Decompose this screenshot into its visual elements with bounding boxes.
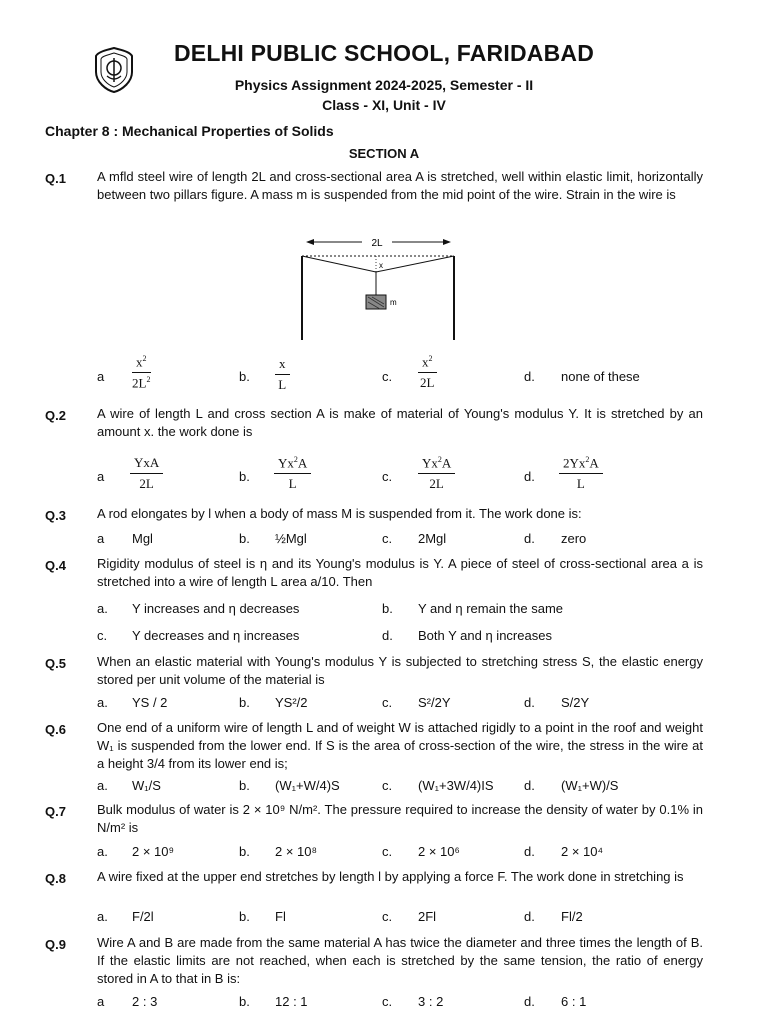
option-text: Both Y and η increases bbox=[418, 628, 552, 643]
option-letter: a bbox=[97, 531, 105, 546]
question-number: Q.4 bbox=[45, 558, 66, 573]
question-text: Wire A and B are made from the same material A has twice the diameter and three times the length of B. If the elastic limits are not reached, when each is stretched by the same tension, the ratio of energy stored in A to that in B is: bbox=[97, 935, 703, 986]
option-letter: c. bbox=[382, 778, 393, 793]
option-text: ½Mgl bbox=[275, 531, 307, 546]
school-name: DELHI PUBLIC SCHOOL, FARIDABAD bbox=[174, 40, 594, 66]
option-a-fraction: $\frac{x^2}{2L^2}$ bbox=[132, 354, 151, 391]
question-text: A wire of length L and cross section A is make of material of Young's modulus Y. It is stretched by an amount x. the work done is bbox=[97, 406, 703, 439]
question-text: One end of a uniform wire of length L and of weight W is attached rigidly to a point in the roof and weight W₁ is suspended from the lower end. If S is the area of cross-section of the wire, the stress in the wire at a height 3/4 from its lower end is; bbox=[97, 720, 703, 771]
option-d-fraction: $\frac{2Yx^2A}{L}$ bbox=[559, 455, 603, 492]
option-letter: c. bbox=[382, 844, 393, 859]
option-letter: a. bbox=[97, 601, 108, 616]
wire-pillars-figure bbox=[296, 232, 466, 344]
option-b-fraction: $\frac{x}{L}$ bbox=[275, 356, 290, 393]
assignment-title: Physics Assignment 2024-2025, Semester - II bbox=[234, 77, 534, 93]
option-letter: b. bbox=[239, 994, 250, 1009]
option-letter: c. bbox=[382, 909, 393, 924]
option-b-fraction: $\frac{Yx^2A}{L}$ bbox=[274, 455, 311, 492]
option-letter: a bbox=[97, 369, 105, 384]
mass-label: m bbox=[390, 298, 397, 307]
option-letter: c. bbox=[382, 369, 393, 384]
option-letter: c. bbox=[382, 531, 393, 546]
question-text: Rigidity modulus of steel is η and its Young's modulus is Y. A piece of steel of cross-sectional area a is stretched into a wire of length L area a/10. Then bbox=[97, 556, 703, 589]
option-text: 2 × 10⁸ bbox=[275, 844, 317, 859]
option-text: zero bbox=[561, 531, 587, 546]
option-letter: b. bbox=[239, 469, 250, 484]
option-letter: c. bbox=[382, 695, 393, 710]
option-letter: d. bbox=[524, 695, 535, 710]
option-text: (W₁+W/4)S bbox=[275, 778, 340, 793]
option-text: YS / 2 bbox=[132, 695, 168, 710]
question-text: When an elastic material with Young's modulus Y is subjected to stretching stress S, the elastic energy stored per unit volume of the material is bbox=[97, 654, 703, 687]
option-text: 2Fl bbox=[418, 909, 437, 924]
option-text: 6 : 1 bbox=[561, 994, 587, 1009]
option-letter: d. bbox=[524, 994, 535, 1009]
question-text: A wire fixed at the upper end stretches by length l by applying a force F. The work done in stretching is bbox=[97, 869, 684, 884]
option-letter: d. bbox=[524, 778, 535, 793]
option-letter: c. bbox=[97, 628, 108, 643]
option-letter: a. bbox=[97, 909, 108, 924]
option-text: 2 × 10⁴ bbox=[561, 844, 604, 859]
option-letter: b. bbox=[239, 909, 250, 924]
option-text: Mgl bbox=[132, 531, 153, 546]
option-c-fraction: $\frac{x^2}{2L}$ bbox=[418, 354, 437, 391]
option-text: S/2Y bbox=[561, 695, 590, 710]
section-heading: SECTION A bbox=[348, 146, 420, 161]
option-letter: d. bbox=[524, 369, 535, 384]
class-unit: Class - XI, Unit - IV bbox=[322, 97, 446, 113]
option-letter: a. bbox=[97, 844, 108, 859]
option-letter: d. bbox=[382, 628, 393, 643]
option-text: F/2l bbox=[132, 909, 154, 924]
option-letter: b. bbox=[239, 778, 250, 793]
option-text: 12 : 1 bbox=[275, 994, 308, 1009]
option-text: Fl bbox=[275, 909, 286, 924]
option-text: Y and η remain the same bbox=[418, 601, 564, 616]
option-text: S²/2Y bbox=[418, 695, 451, 710]
option-text: (W₁+3W/4)IS bbox=[418, 778, 494, 793]
option-a-fraction: YxA 2L bbox=[130, 455, 163, 492]
option-text: 2 × 10⁹ bbox=[132, 844, 175, 859]
question-text: A rod elongates by l when a body of mass M is suspended from it. The work done is: bbox=[97, 506, 582, 521]
question-number: Q.7 bbox=[45, 804, 66, 819]
length-label: 2L bbox=[371, 238, 383, 249]
option-letter: a. bbox=[97, 778, 108, 793]
option-letter: b. bbox=[382, 601, 393, 616]
option-text: 2Mgl bbox=[418, 531, 447, 546]
option-text: 2 × 10⁶ bbox=[418, 844, 460, 859]
option-letter: d. bbox=[524, 531, 535, 546]
option-letter: a. bbox=[97, 695, 108, 710]
chapter-title: Chapter 8 : Mechanical Properties of Solids bbox=[45, 123, 334, 139]
option-letter: d. bbox=[524, 844, 535, 859]
question-number: Q.1 bbox=[45, 171, 66, 186]
option-letter: b. bbox=[239, 369, 250, 384]
question-text: Bulk modulus of water is 2 × 10⁹ N/m². The pressure required to increase the density of water by 0.1% in N/m² is bbox=[97, 802, 703, 835]
option-text: (W₁+W)/S bbox=[561, 778, 619, 793]
option-text: Fl/2 bbox=[561, 909, 583, 924]
option-letter: a bbox=[97, 469, 105, 484]
option-letter: b. bbox=[239, 531, 250, 546]
sag-label: x bbox=[379, 261, 383, 270]
question-number: Q.5 bbox=[45, 656, 66, 671]
option-text: W₁/S bbox=[132, 778, 161, 793]
option-text: none of these bbox=[561, 369, 640, 384]
option-letter: b. bbox=[239, 695, 250, 710]
question-number: Q.9 bbox=[45, 937, 66, 952]
option-text: Y increases and η decreases bbox=[132, 601, 300, 616]
option-text: 2 : 3 bbox=[132, 994, 158, 1009]
option-letter: d. bbox=[524, 469, 535, 484]
question-number: Q.2 bbox=[45, 408, 66, 423]
question-number: Q.6 bbox=[45, 722, 66, 737]
question-text: A mfld steel wire of length 2L and cross-sectional area A is stretched, well within elastic limit, horizontally between two pillars figure. A mass m is suspended from the mid point of the wire. Strain in the wire is bbox=[97, 169, 703, 202]
option-letter: a bbox=[97, 994, 105, 1009]
option-text: YS²/2 bbox=[275, 695, 308, 710]
option-letter: d. bbox=[524, 909, 535, 924]
option-c-fraction: $\frac{Yx^2A}{2L}$ bbox=[418, 455, 455, 492]
option-text: 3 : 2 bbox=[418, 994, 444, 1009]
question-number: Q.3 bbox=[45, 508, 66, 523]
option-letter: c. bbox=[382, 469, 393, 484]
option-text: Y decreases and η increases bbox=[132, 628, 300, 643]
question-number: Q.8 bbox=[45, 871, 66, 886]
option-letter: c. bbox=[382, 994, 393, 1009]
option-letter: b. bbox=[239, 844, 250, 859]
